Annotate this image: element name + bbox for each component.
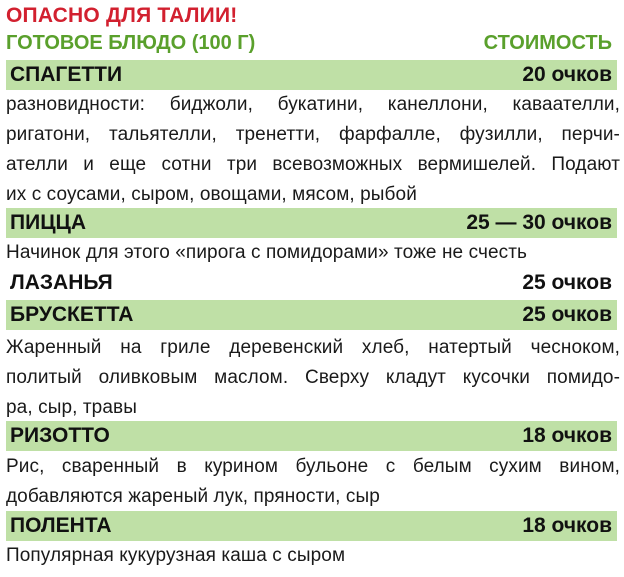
dish-row-risotto	[6, 421, 617, 451]
dish-description-spaghetti	[6, 90, 620, 210]
dish-row-spaghetti	[6, 60, 617, 90]
description-line: ригатони, тальятелли, тренетти, фарфалле, фузилли, перчи-	[6, 124, 620, 145]
dish-row-lasagna	[6, 268, 617, 298]
dish-row-polenta	[6, 511, 617, 541]
dish-name: ПИЦЦА	[10, 211, 87, 234]
dish-row-bruschetta	[6, 300, 617, 330]
dish-cost: 25 очков	[522, 271, 612, 294]
page-title: ОПАСНО ДЛЯ ТАЛИИ!	[6, 4, 238, 27]
dish-cost: 25 — 30 очков	[466, 211, 612, 234]
description-line: разновидности: биджоли, букатини, канеллони, каваателли,	[6, 94, 620, 115]
description-line: добавляются жареный лук, пряности, сыр	[6, 486, 380, 507]
column-header-dish: ГОТОВОЕ БЛЮДО (100 Г)	[6, 32, 256, 54]
description-line: их с соусами, сыром, овощами, мясом, рыбой	[6, 184, 417, 205]
description-line: Начинок для этого «пирога с помидорами» тоже не счесть	[6, 242, 528, 263]
description-line: политый оливковым маслом. Сверху кладут кусочки помидо-	[6, 367, 620, 388]
dish-row-pizza	[6, 208, 617, 238]
dish-name: ПОЛЕНТА	[10, 514, 112, 537]
column-header-cost: СТОИМОСТЬ	[483, 32, 612, 54]
dish-description-pizza	[6, 238, 620, 268]
description-line: Жаренный на гриле деревенский хлеб, натертый чесноком,	[6, 337, 620, 358]
description-line: ра, сыр, травы	[6, 397, 137, 418]
dish-name: СПАГЕТТИ	[10, 63, 123, 86]
description-line: ателли и еще сотни три всевозможных вермишелей. Подают	[6, 154, 620, 175]
dish-description-risotto	[6, 452, 620, 512]
dish-cost: 20 очков	[522, 63, 612, 86]
description-line: Рис, сваренный в курином бульоне с белым сухим вином,	[6, 456, 620, 477]
dish-description-bruschetta	[6, 333, 620, 423]
dish-description-polenta	[6, 541, 620, 571]
dish-name: ЛАЗАНЬЯ	[10, 271, 113, 294]
dish-cost: 18 очков	[522, 424, 612, 447]
dish-name: БРУСКЕТТА	[10, 303, 134, 326]
column-headers	[6, 31, 612, 55]
description-line: Популярная кукурузная каша с сыром	[6, 545, 346, 566]
dish-cost: 18 очков	[522, 514, 612, 537]
dish-cost: 25 очков	[522, 303, 612, 326]
dish-name: РИЗОТТО	[10, 424, 110, 447]
